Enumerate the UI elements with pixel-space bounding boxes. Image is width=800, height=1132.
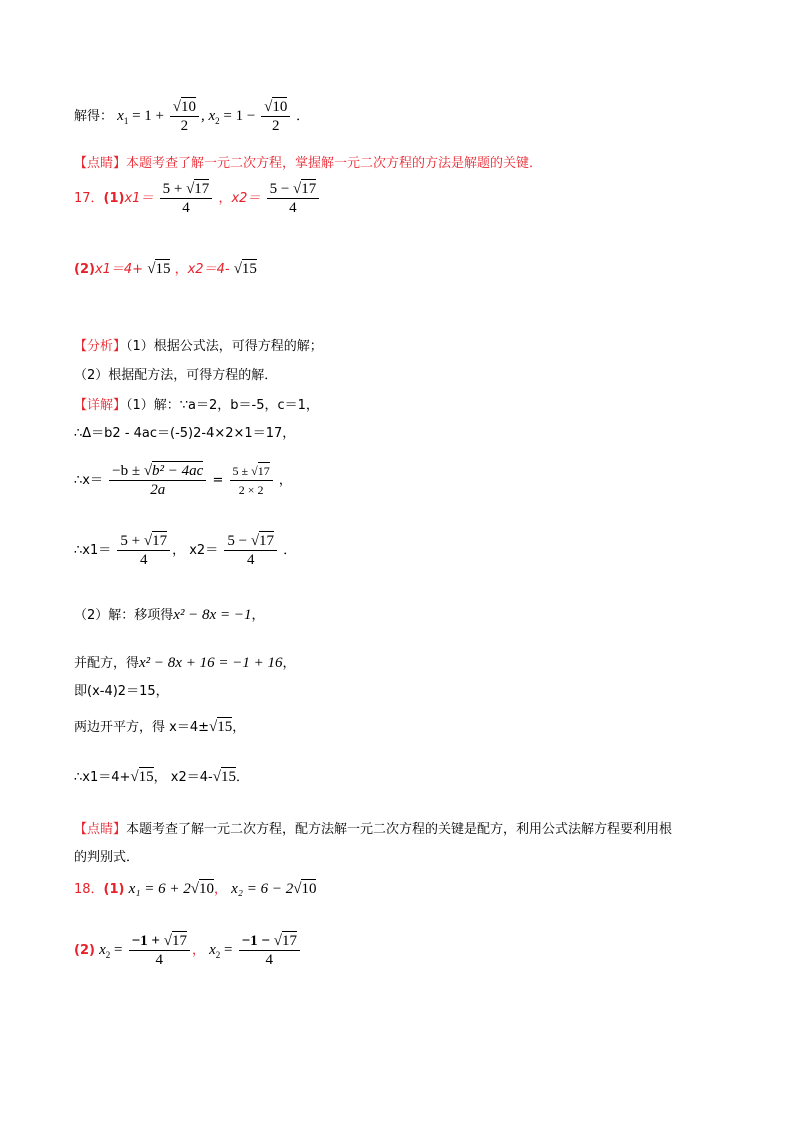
p2-step4: 两边开平方，得 x＝4±√15，	[74, 719, 246, 735]
p2-square: 并配方，得x² − 8x + 16 = −1 + 16，	[74, 655, 296, 671]
q17-part1: 17．(1)x1＝ $\frac{5 + √17}{4}$ ，x2＝ $\frac{5 - √17}{4}$	[74, 180, 321, 217]
question-number: 17．	[74, 191, 104, 206]
p2-result: ∴x1＝4+√15， x2＝4-√15．	[74, 769, 249, 785]
solve-label: 解得：	[74, 108, 114, 124]
review-2b: 的判别式．	[74, 850, 140, 865]
fraction: $\frac{5 - √17}{4}$	[224, 532, 277, 569]
fraction: $\frac{-1 - √17}{4}$	[239, 932, 300, 969]
fraction: $\frac{-1 + √17}{4}$	[129, 932, 190, 969]
delta-line: ∴Δ＝b2 - 4ac＝(-5)2-4×2×1＝17，	[74, 426, 296, 441]
q18-part2: (2) $x_2$ = $\frac{-1 + √17}{4}$ ， $x_2$ = $\frac{-1 - √17}{4}$	[74, 932, 302, 969]
p2-move: （2）解：移项得x² − 8x = −1，	[74, 607, 265, 623]
solve-formula: $x_1 = 1$ + $\frac{√10}{2}$ , $x_2 = 1$ − $\frac{√10}{2}$	[117, 108, 296, 124]
formula-line: ∴x＝ $\frac{\text{−b ± √b² − 4ac}}{2a}$ = $\frac{5 \pm √17}{2 \times 2}$ ，	[74, 463, 292, 498]
fraction: $\frac{5 + √17}{4}$	[160, 180, 213, 217]
fraction: $\frac{√10}{2}$	[170, 98, 199, 135]
detail: 【详解】（1）解：∵a＝2，b＝-5，c＝1，	[74, 398, 319, 413]
review-2: 【点睛】本题考查了解一元二次方程，配方法解一元二次方程的关键是配方，利用公式法解方程要利用根	[74, 822, 673, 837]
review-tag: 【点睛】	[74, 156, 127, 171]
fraction: $\frac{5 - √17}{4}$	[267, 180, 320, 217]
p2-step3: 即(x-4)2＝15，	[74, 684, 169, 699]
review-1	[74, 152, 542, 171]
analysis: 【分析】（1）根据公式法，可得方程的解；	[74, 339, 323, 354]
q17-part2: (2)x1＝4+ √15 ，x2＝4- √15	[74, 261, 257, 277]
fraction: $\frac{5 + √17}{4}$	[117, 532, 170, 569]
fraction: $\frac{5 \pm √17}{2 \times 2}$	[230, 462, 273, 499]
fraction: $\frac{√10}{2}$	[261, 98, 290, 135]
solution-line: 解得： $x_1 = 1$ + $\frac{√10}{2}$ , $x_2 = 1$ − $\frac{√10}{2}$ ．	[74, 99, 310, 134]
analysis-2: （2）根据配方法，可得方程的解．	[74, 368, 278, 383]
review-text: 本题考查了解一元二次方程，掌握解一元二次方程的方法是解题的关键．	[126, 156, 543, 171]
roots-line: ∴x1＝ $\frac{5 + √17}{4}$ ， x2＝ $\frac{5 - √17}{4}$ ．	[74, 533, 297, 568]
fraction: $\frac{\text{−b ± √b² − 4ac}}{2a}$	[109, 462, 206, 499]
q18-part1: 18．(1) x₁ = 6 + 2√10， x₂ = 6 − 2√10	[74, 881, 317, 897]
